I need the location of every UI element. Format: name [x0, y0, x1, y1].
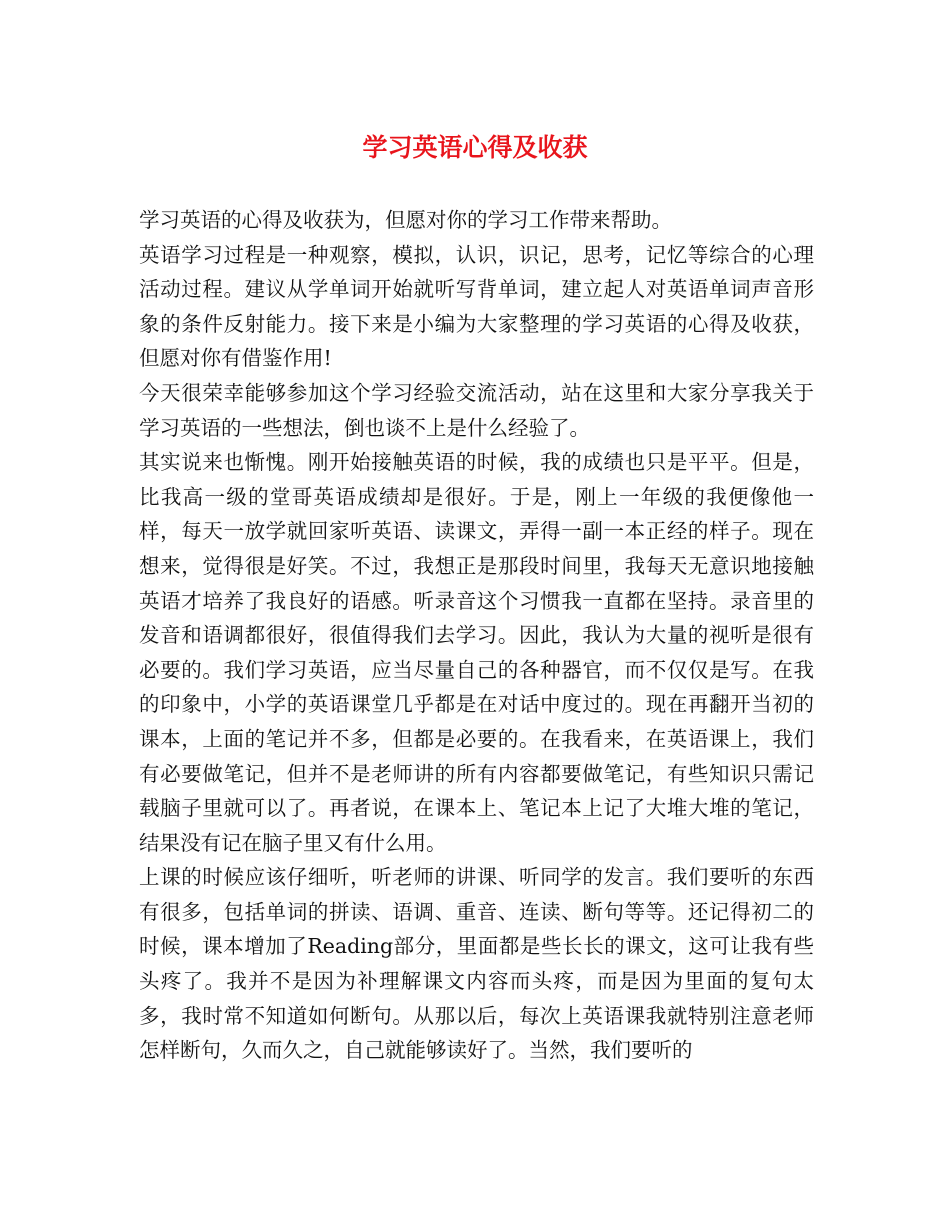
paragraph-learning-process: 英语学习过程是一种观察，模拟，认识，识记，思考，记忆等综合的心理活动过程。建议从学单词开始就听写背单词，建立起人对英语单词声音形象的条件反射能力。接下来是小编为大家整理的学习英语的心得及收获，但愿对你有借鉴作用! [139, 242, 814, 371]
paragraph-experience: 其实说来也惭愧。刚开始接触英语的时候，我的成绩也只是平平。但是，比我高一级的堂哥英语成绩却是很好。于是，刚上一年级的我便像他一样，每天一放学就回家听英语、读课文，弄得一副一本正经的样子。现在想来，觉得很是好笑。不过，我想正是那段时间里，我每天无意识地接触英语才培养了我良好的语感。听录音这个习惯我一直都在坚持。录音里的发音和语调都很好，很值得我们去学习。因此，我认为大量的视听是很有必要的。我们学习英语，应当尽量自己的各种器官，而不仅仅是写。在我的印象中，小学的英语课堂几乎都是在对话中度过的。现在再翻开当初的课本，上面的笔记并不多，但都是必要的。在我看来，在英语课上，我们有必要做笔记，但并不是老师讲的所有内容都要做笔记，有些知识只需记载脑子里就可以了。再者说，在课本上、笔记本上记了大堆大堆的笔记，结果没有记在脑子里又有什么用。 [139, 450, 814, 855]
paragraph-opening-remarks: 今天很荣幸能够参加这个学习经验交流活动，站在这里和大家分享我关于学习英语的一些想法，倒也谈不上是什么经验了。 [139, 380, 814, 440]
document-title: 学习英语心得及收获 [362, 133, 588, 162]
document-body [139, 203, 814, 1068]
paragraph-intro: 学习英语的心得及收获为，但愿对你的学习工作带来帮助。 [139, 208, 672, 232]
paragraph-listening-in-class: 上课的时候应该仔细听，听老师的讲课、听同学的发言。我们要听的东西有很多，包括单词的拼读、语调、重音、连读、断句等等。还记得初二的时候，课本增加了Reading部分，里面都是些长长的课文，这可让我有些头疼了。我并不是因为补理解课文内容而头疼，而是因为里面的复句太多，我时常不知道如何断句。从那以后，每次上英语课我就特别注意老师怎样断句，久而久之，自己就能够读好了。当然，我们要听的 [139, 865, 814, 1063]
